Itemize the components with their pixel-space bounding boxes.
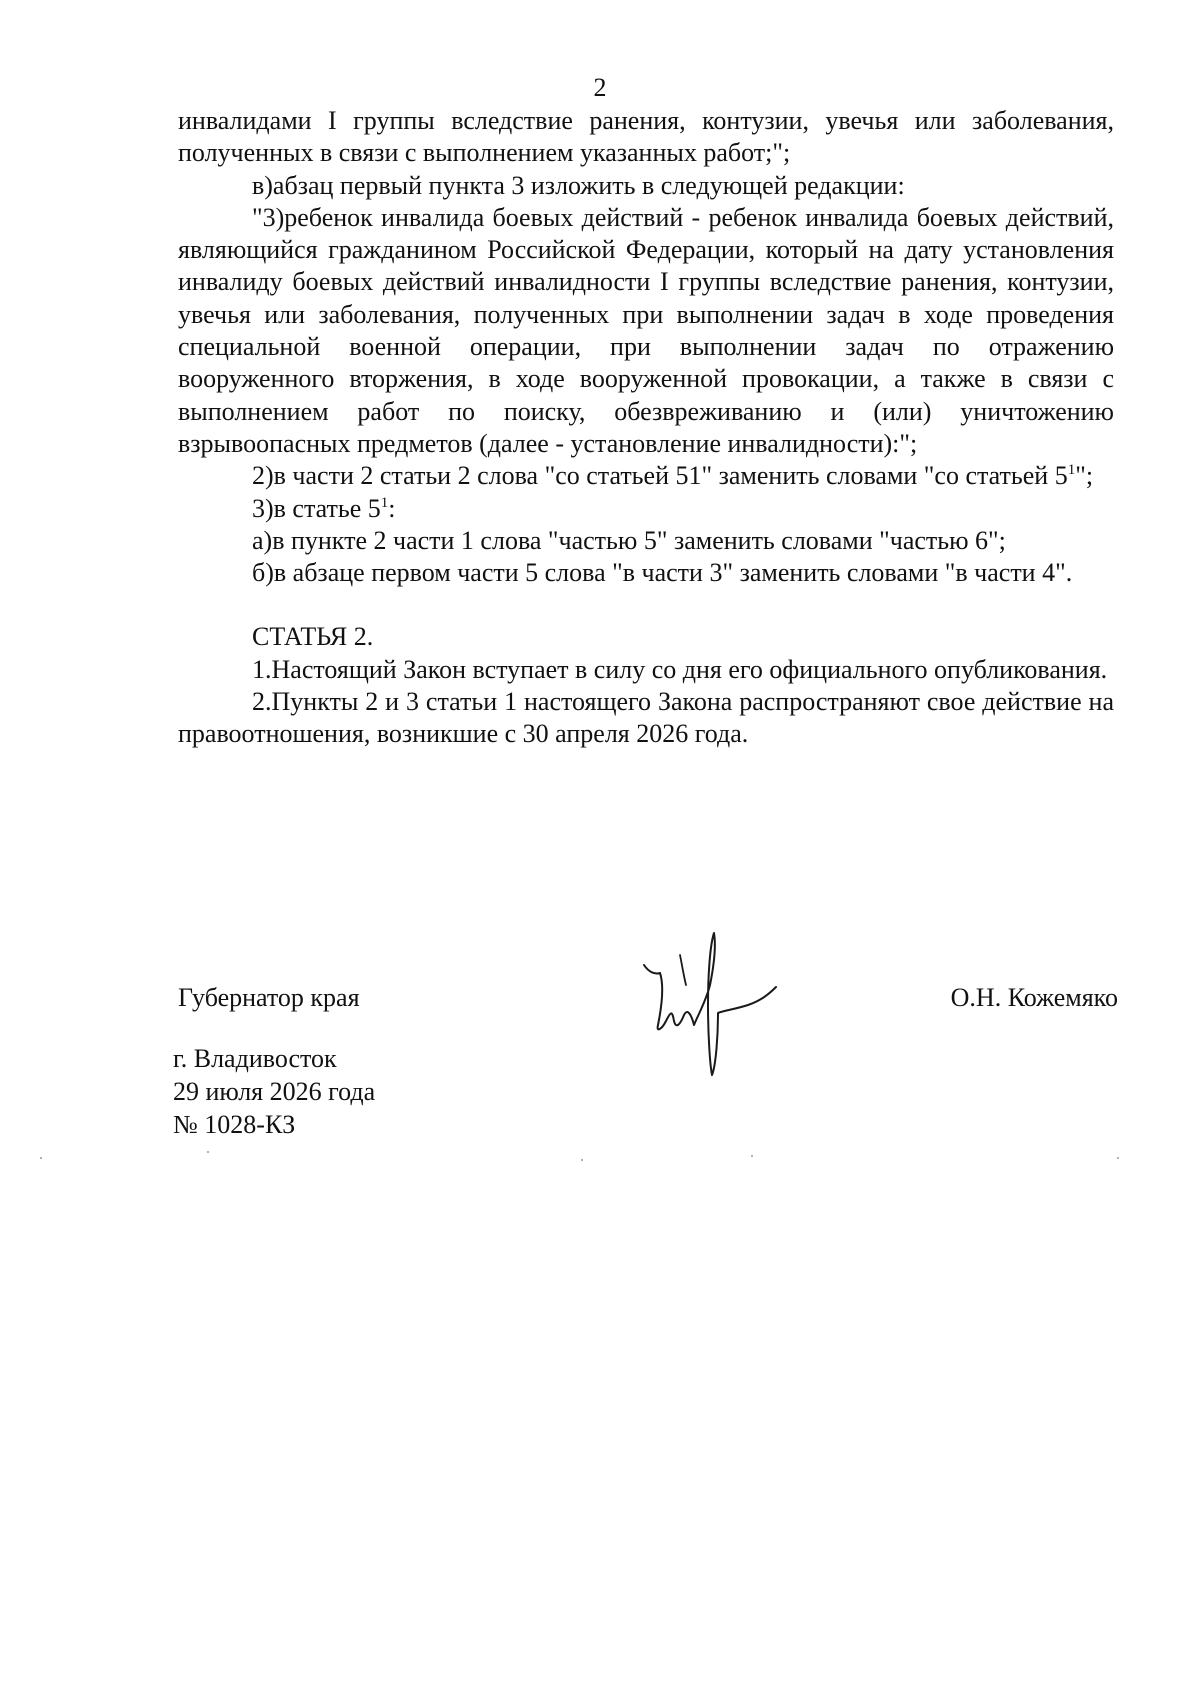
signatory-title: Губернатор края	[178, 983, 360, 1012]
item-3-text: 3)в статье 5	[252, 493, 381, 523]
document-body	[178, 105, 1114, 751]
paragraph-item-2	[178, 460, 1114, 492]
scan-speck	[1117, 1157, 1119, 1159]
article-2-point-2: 2.Пункты 2 и 3 статьи 1 настоящего Закона распространяют свое действие на правоотношения, возникшие с 30 апреля 2026 года.	[178, 687, 1114, 749]
spacer	[178, 589, 1114, 621]
document-meta	[173, 1042, 375, 1141]
paragraph-amendment-v: в)абзац первый пункта 3 изложить в следующей редакции:	[252, 170, 905, 200]
paragraph-continuation: инвалидами I группы вследствие ранения, контузии, увечья или заболевания, полученных в связи с выполнением указанных работ;";	[178, 106, 1114, 168]
date: 29 июля 2026 года	[173, 1077, 376, 1106]
article-heading: СТАТЬЯ 2.	[252, 622, 374, 652]
scan-speck	[207, 1151, 209, 1153]
paragraph-item-3b: б)в абзаце первом части 5 слова "в части 3" заменить словами "в части 4".	[252, 558, 1073, 588]
scan-speck	[751, 1155, 753, 1157]
scan-speck	[581, 1159, 583, 1161]
page-number: 2	[593, 73, 607, 102]
signatory-name: О.Н. Кожемяко	[950, 983, 1118, 1012]
item-2-text: 2)в части 2 статьи 2 слова "со статьей 51" заменить словами "со статьей 5	[252, 461, 1068, 491]
city: г. Владивосток	[173, 1044, 337, 1073]
paragraph-item-3	[178, 493, 1114, 525]
document-number: № 1028-КЗ	[173, 1110, 296, 1139]
item-3-superscript: 1	[380, 494, 389, 511]
item-2-superscript: 1	[1067, 462, 1076, 479]
handwritten-signature	[636, 925, 796, 1085]
item-2-tail: ";	[1075, 461, 1094, 491]
paragraph-definition: "3)ребенок инвалида боевых действий - ребенок инвалида боевых действий, являющийся гражданином Российской Федерации, который на дату установления инвалиду боевых действий инвалидности I группы вследствие ранения, контузии, увечья или заболевания, полученных при выполнении задач в ходе проведения специальной военной операции, при выполнении задач по отражению вооруженного вторжения, в ходе вооруженной провокации, а также в связи с выполнением работ по поиску, обезвреживанию и (или) уничтожению взрывоопасных предметов (далее - установление инвалидности):";	[178, 202, 1114, 458]
item-3-tail: :	[388, 493, 396, 523]
paragraph-item-3a: а)в пункте 2 части 1 слова "частью 5" заменить словами "частью 6";	[252, 525, 1006, 555]
article-2-point-1: 1.Настоящий Закон вступает в силу со дня его официального опубликования.	[252, 654, 1108, 684]
scan-speck	[40, 1157, 42, 1159]
